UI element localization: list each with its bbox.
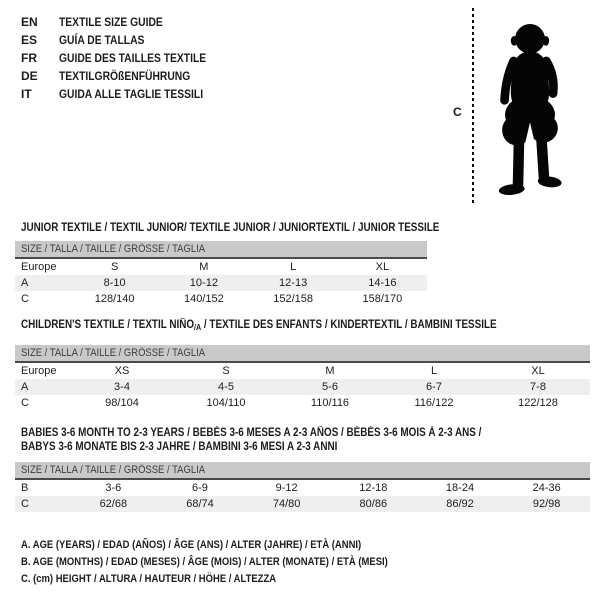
title-subscript: /A — [194, 323, 202, 332]
row-label: Europe — [21, 365, 57, 377]
cell: XL — [531, 365, 545, 377]
cell: 10-12 — [189, 277, 218, 289]
note-height: C. (cm) HEIGHT / ALTURA / HAUTEUR / HÖHE / ALTEZZA — [21, 573, 277, 585]
cell: 152/158 — [273, 293, 313, 305]
size-header — [15, 345, 590, 363]
cell: 3-6 — [105, 482, 122, 494]
cell: 104/110 — [206, 397, 246, 409]
childrens-textile-table — [15, 318, 590, 411]
cell: S — [110, 261, 119, 273]
cell: 158/170 — [362, 293, 403, 305]
language-label: GUÍA DE TALLAS — [59, 33, 145, 47]
cell: 80/86 — [359, 498, 388, 510]
table-title-line2: BABYS 3-6 MONATE BIS 2-3 JAHRE / BAMBINI 3-6 MESI A 2-3 ANNI — [21, 441, 338, 453]
language-row-en — [21, 13, 230, 31]
language-code: ES — [21, 33, 38, 47]
language-row-es — [21, 31, 230, 49]
language-row-it — [21, 85, 230, 103]
height-label: C — [453, 105, 462, 119]
cell: 6-9 — [192, 482, 208, 494]
cell: 86/92 — [446, 498, 474, 510]
row-label: A — [21, 277, 29, 289]
table-title — [15, 221, 440, 235]
language-code: EN — [21, 15, 38, 29]
cell: 74/80 — [272, 498, 301, 510]
cell: XS — [114, 365, 130, 377]
size-header-text: SIZE / TALLA / TAILLE / GRÖSSE / TAGLIA — [21, 243, 206, 255]
cell: 62/68 — [99, 498, 128, 510]
babies-textile-table — [15, 426, 590, 512]
size-header — [15, 241, 427, 259]
cell: 12-18 — [359, 482, 388, 494]
cell: 18-24 — [445, 482, 475, 494]
table-row — [15, 275, 427, 291]
row-label: Europe — [21, 261, 57, 273]
cell: 14-16 — [368, 277, 397, 289]
cell: 98/104 — [105, 397, 139, 409]
row-label: C — [21, 498, 29, 510]
table-row — [15, 480, 590, 496]
table-row — [15, 395, 590, 411]
language-code: FR — [21, 51, 37, 65]
junior-textile-table — [15, 221, 440, 307]
legend-notes — [21, 537, 448, 588]
table-row — [15, 496, 590, 512]
height-dashed-line — [472, 8, 474, 206]
table-title-text: CHILDREN'S TEXTILE / TEXTIL NIÑO/A / TEXTILE DES ENFANTS / KINDERTEXTIL / BAMBINI TESSILE — [21, 319, 497, 332]
cell: 5-6 — [322, 381, 338, 393]
cell: 4-5 — [218, 381, 234, 393]
size-header-text: SIZE / TALLA / TAILLE / GRÖSSE / TAGLIA — [21, 464, 206, 476]
cell: 110/116 — [310, 397, 350, 409]
table-title — [15, 426, 590, 454]
cell: 140/152 — [183, 293, 224, 305]
row-label: C — [21, 397, 29, 409]
language-code: IT — [21, 87, 32, 101]
cell: XL — [375, 261, 390, 273]
language-label: TEXTILE SIZE GUIDE — [59, 15, 163, 29]
cell: 9-12 — [275, 482, 298, 494]
language-row-fr — [21, 49, 230, 67]
cell: 68/74 — [186, 498, 214, 510]
cell: 24-36 — [532, 482, 561, 494]
cell: 8-10 — [103, 277, 126, 289]
cell: 128/140 — [94, 293, 135, 305]
row-label: B — [21, 482, 29, 494]
cell: L — [430, 365, 438, 377]
row-label: C — [21, 293, 29, 305]
language-list — [21, 13, 230, 103]
cell: 116/122 — [414, 397, 454, 409]
cell: S — [222, 365, 230, 377]
table-row — [15, 363, 590, 379]
cell: 6-7 — [426, 381, 442, 393]
table-title-text: JUNIOR TEXTILE / TEXTIL JUNIOR/ TEXTILE JUNIOR / JUNIORTEXTIL / JUNIOR TESSILE — [21, 222, 440, 234]
language-label: GUIDA ALLE TAGLIE TESSILI — [59, 87, 204, 101]
size-header — [15, 462, 590, 480]
note-age-months: B. AGE (MONTHS) / EDAD (MESES) / ÂGE (MOIS) / ALTER (MONATE) / ETÀ (MESI) — [21, 556, 388, 568]
language-code: DE — [21, 69, 38, 83]
table-title — [15, 318, 590, 333]
table-row — [15, 379, 590, 395]
language-row-de — [21, 67, 230, 85]
note-age-years: A. AGE (YEARS) / EDAD (AÑOS) / ÂGE (ANS) / ALTER (JAHRE) / ETÀ (ANNI) — [21, 539, 362, 551]
size-header-text: SIZE / TALLA / TAILLE / GRÖSSE / TAGLIA — [21, 347, 206, 359]
language-label: TEXTILGRÖßENFÜHRUNG — [59, 69, 191, 83]
table-row — [15, 259, 427, 275]
table-title-line1: BABIES 3-6 MONTH TO 2-3 YEARS / BEBÉS 3-6 MESES A 2-3 AÑOS / BÉBÉS 3-6 MOIS À 2-3 ANS / — [21, 427, 482, 439]
cell: 92/98 — [532, 498, 561, 510]
cell: M — [325, 365, 335, 377]
table-row — [15, 291, 427, 307]
row-label: A — [21, 381, 29, 393]
cell: L — [290, 261, 297, 273]
cell: 3-4 — [114, 381, 130, 393]
cell: 122/128 — [518, 397, 558, 409]
cell: 7-8 — [530, 381, 546, 393]
cell: M — [199, 261, 209, 273]
cell: 12-13 — [279, 277, 308, 289]
language-label: GUIDE DES TAILLES TEXTILE — [59, 51, 207, 65]
toddler-silhouette-icon — [482, 8, 578, 208]
